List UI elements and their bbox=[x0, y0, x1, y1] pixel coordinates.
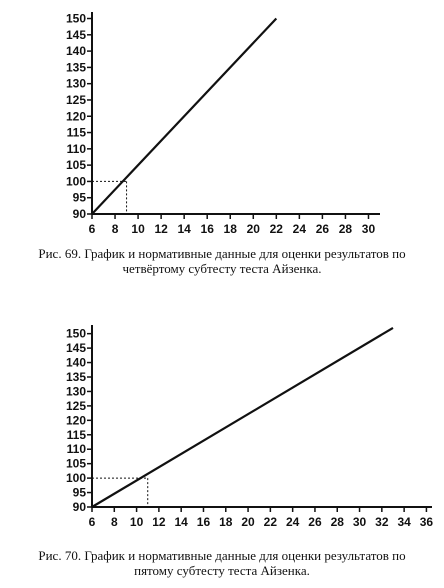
c70-x-tick-label: 26 bbox=[308, 515, 322, 529]
c69-x-tick-label: 20 bbox=[246, 222, 260, 236]
c70-x-tick-label: 34 bbox=[397, 515, 411, 529]
c69-x-tick-label: 18 bbox=[223, 222, 237, 236]
c70-y-tick-label: 105 bbox=[65, 456, 86, 471]
c70-x-tick-label: 24 bbox=[285, 515, 300, 529]
c69-x-tick-label: 26 bbox=[315, 222, 330, 236]
c70-y-tick-label: 135 bbox=[65, 370, 86, 384]
c69-y-tick-label: 150 bbox=[65, 11, 86, 26]
c69-x-tick-label: 24 bbox=[292, 222, 307, 236]
c69-y-tick-label: 135 bbox=[65, 60, 86, 75]
c70-x-tick-label: 28 bbox=[330, 515, 344, 529]
c69-x-tick-label: 10 bbox=[131, 222, 145, 236]
c69-y-tick-label: 115 bbox=[66, 125, 86, 140]
caption-69-line-2: четвёртому субтесту теста Айзенка. bbox=[122, 261, 322, 276]
c69-data-line bbox=[92, 19, 276, 214]
c69-x-tick-label: 16 bbox=[200, 222, 214, 236]
c70-y-tick-label: 100 bbox=[65, 471, 86, 486]
c70-y-tick-label: 145 bbox=[65, 341, 86, 356]
chart-69 bbox=[0, 0, 444, 246]
c69-x-tick-label: 14 bbox=[177, 222, 191, 236]
c70-y-tick-label: 115 bbox=[66, 427, 86, 442]
c69-x-tick-label: 28 bbox=[338, 222, 353, 236]
chart-70 bbox=[0, 312, 444, 548]
c70-x-tick-label: 20 bbox=[241, 515, 255, 529]
c69-y-tick-label: 100 bbox=[65, 174, 86, 189]
c70-x-tick-label: 6 bbox=[88, 515, 96, 529]
c70-x-tick-label: 36 bbox=[419, 515, 434, 529]
caption-70-line-1: Рис. 70. График и нормативные данные для оценки результатов по bbox=[38, 548, 406, 563]
c69-y-tick-label: 95 bbox=[72, 190, 86, 205]
c70-x-tick-label: 14 bbox=[174, 515, 188, 529]
c70-x-tick-label: 10 bbox=[129, 515, 144, 529]
c69-y-tick-label: 140 bbox=[65, 44, 86, 59]
c70-y-tick-label: 90 bbox=[72, 500, 86, 514]
c70-x-tick-label: 12 bbox=[152, 515, 166, 529]
c69-y-tick-label: 125 bbox=[65, 92, 86, 107]
c69-y-tick-label: 145 bbox=[65, 27, 86, 42]
c70-x-tick-label: 16 bbox=[196, 515, 211, 529]
c69-x-tick-label: 6 bbox=[88, 222, 96, 236]
c69-y-tick-label: 90 bbox=[72, 207, 86, 221]
c70-y-tick-label: 150 bbox=[65, 326, 86, 341]
c70-data-line bbox=[92, 328, 393, 507]
c70-x-tick-label: 32 bbox=[375, 515, 389, 529]
c69-x-tick-label: 22 bbox=[269, 222, 283, 236]
c69-x-tick-label: 8 bbox=[111, 222, 119, 236]
c69-y-tick-label: 130 bbox=[65, 76, 86, 91]
c70-y-tick-label: 140 bbox=[65, 355, 86, 370]
c69-y-tick-label: 120 bbox=[65, 109, 86, 124]
c70-y-tick-label: 95 bbox=[72, 485, 86, 500]
c70-x-tick-label: 18 bbox=[219, 515, 233, 529]
c70-y-tick-label: 130 bbox=[65, 384, 86, 399]
c70-x-tick-label: 22 bbox=[263, 515, 278, 529]
c70-y-tick-label: 125 bbox=[65, 398, 86, 413]
c69-y-tick-label: 105 bbox=[65, 158, 86, 173]
caption-69-line-1: Рис. 69. График и нормативные данные для оценки результатов по bbox=[38, 246, 406, 261]
c70-y-tick-label: 120 bbox=[65, 413, 86, 428]
c69-x-tick-label: 30 bbox=[361, 222, 376, 236]
c70-x-tick-label: 8 bbox=[110, 515, 118, 529]
c69-x-tick-label: 12 bbox=[154, 222, 168, 236]
c70-x-tick-label: 30 bbox=[352, 515, 367, 529]
caption-70-line-2: пятому субтесту теста Айзенка. bbox=[134, 563, 310, 578]
caption-69 bbox=[6, 246, 438, 276]
figure-70 bbox=[0, 312, 444, 588]
caption-70 bbox=[6, 548, 438, 578]
c69-y-tick-label: 110 bbox=[66, 141, 86, 156]
c70-y-tick-label: 110 bbox=[66, 442, 86, 457]
